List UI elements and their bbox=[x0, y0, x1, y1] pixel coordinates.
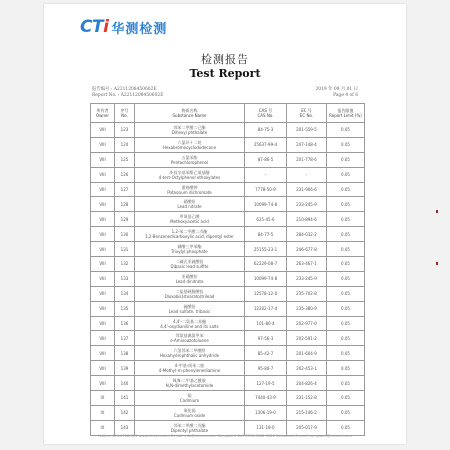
report-date-block bbox=[316, 87, 359, 99]
table-row bbox=[91, 137, 365, 152]
substance-name-cell: N,N-二甲基乙酰胺 N,N-dimethylacetamide bbox=[135, 376, 245, 391]
number-cell: 132 bbox=[115, 257, 135, 272]
owner-cell: VIII bbox=[91, 167, 115, 182]
ec-number-cell: 231-906-6 bbox=[287, 182, 327, 197]
ec-number-cell: 202-453-1 bbox=[287, 361, 327, 376]
table-row bbox=[91, 361, 365, 376]
substance-name-cell: 磷酸三甲苯酯 Trixylyl phosphate bbox=[135, 242, 245, 257]
owner-cell: IX bbox=[91, 391, 115, 406]
report-no-label-cn: 报告编号 bbox=[92, 87, 110, 92]
owner-cell: VIII bbox=[91, 227, 115, 242]
table-row bbox=[91, 286, 365, 301]
report-limit-cell: 0.05 bbox=[327, 316, 365, 331]
ec-number-cell: 263-467-1 bbox=[287, 257, 327, 272]
owner-cell: VIII bbox=[91, 212, 115, 227]
report-title-en: Test Report bbox=[189, 67, 261, 80]
cas-number-cell: 62229-08-7 bbox=[245, 257, 287, 272]
ec-number-cell: 215-146-2 bbox=[287, 405, 327, 420]
ec-number-cell: 201-559-5 bbox=[287, 123, 327, 138]
owner-cell: VIII bbox=[91, 242, 115, 257]
report-page bbox=[44, 4, 406, 444]
report-limit-cell: 0.05 bbox=[327, 167, 365, 182]
ec-number-cell: 235-380-9 bbox=[287, 301, 327, 316]
table-row bbox=[91, 167, 365, 182]
cas-number-cell: 12202-17-4 bbox=[245, 301, 287, 316]
number-cell: 143 bbox=[115, 420, 135, 435]
substance-name-cell: 氧化镉 Cadmium oxide bbox=[135, 405, 245, 420]
number-cell: 142 bbox=[115, 405, 135, 420]
table-row bbox=[91, 271, 365, 286]
report-limit-cell: 0.05 bbox=[327, 331, 365, 346]
cas-number-cell: 25637-99-4 bbox=[245, 137, 287, 152]
cas-number-cell: 101-80-4 bbox=[245, 316, 287, 331]
report-limit-cell: 0.05 bbox=[327, 346, 365, 361]
report-limit-cell: 0.05 bbox=[327, 212, 365, 227]
table-row bbox=[91, 257, 365, 272]
cas-number-cell: 85-42-7 bbox=[245, 346, 287, 361]
substance-name-cell: 五氯苯酚 Pentachlorophenol bbox=[135, 152, 245, 167]
report-limit-cell: 0.05 bbox=[327, 361, 365, 376]
number-cell: 126 bbox=[115, 167, 135, 182]
header-cas-no: CAS 号 CAS No. bbox=[245, 104, 287, 123]
edge-mark bbox=[436, 210, 438, 213]
substance-name-cell: 二盐基硬脂酸铅 Dioxobis(stearato)trilead bbox=[135, 286, 245, 301]
owner-cell: VIII bbox=[91, 376, 115, 391]
ec-number-cell: 201-604-9 bbox=[287, 346, 327, 361]
report-limit-cell: 0.05 bbox=[327, 391, 365, 406]
cas-number-cell: 12578-12-0 bbox=[245, 286, 287, 301]
substance-name-cell: 邻苯二甲酸二己酯 Dihexyl phthalate bbox=[135, 123, 245, 138]
report-no-value-en: A2211208450602E bbox=[120, 93, 164, 98]
owner-cell: VIII bbox=[91, 316, 115, 331]
owner-cell: VIII bbox=[91, 361, 115, 376]
ec-number-cell: 246-677-8 bbox=[287, 242, 327, 257]
ec-number-cell: 201-778-6 bbox=[287, 152, 327, 167]
substance-name-cell: 硝酸铅 Lead nitrate bbox=[135, 197, 245, 212]
table-row bbox=[91, 376, 365, 391]
table-header-row bbox=[91, 104, 365, 123]
table-row bbox=[91, 346, 365, 361]
report-limit-cell: 0.05 bbox=[327, 286, 365, 301]
page-indicator: Page 4 of 6 bbox=[333, 93, 358, 98]
substance-name-cell: 六氢邻苯二甲酸酐 Hexahydrophthalic anhydride bbox=[135, 346, 245, 361]
number-cell: 139 bbox=[115, 361, 135, 376]
ec-number-cell: - bbox=[287, 167, 327, 182]
ec-number-cell: 247-148-4 bbox=[287, 137, 327, 152]
number-cell: 140 bbox=[115, 376, 135, 391]
number-cell: 130 bbox=[115, 227, 135, 242]
cas-number-cell: 95-80-7 bbox=[245, 361, 287, 376]
number-cell: 123 bbox=[115, 123, 135, 138]
substance-name-cell: 硫酸铅 Lead sulfate, tribasic bbox=[135, 301, 245, 316]
header-owner: 所有者 Owner bbox=[91, 104, 115, 123]
substance-name-cell: 六氯环十二烷 Hexabromocyclododecane bbox=[135, 137, 245, 152]
report-limit-cell: 0.05 bbox=[327, 197, 365, 212]
table-row bbox=[91, 331, 365, 346]
number-cell: 136 bbox=[115, 316, 135, 331]
ec-number-cell: 210-894-6 bbox=[287, 212, 327, 227]
header-no: 序号 No. bbox=[115, 104, 135, 123]
table-row bbox=[91, 242, 365, 257]
number-cell: 134 bbox=[115, 286, 135, 301]
ec-number-cell: 205-017-9 bbox=[287, 420, 327, 435]
substance-table bbox=[90, 103, 365, 436]
report-limit-cell: 0.05 bbox=[327, 271, 365, 286]
report-limit-cell: 0.05 bbox=[327, 123, 365, 138]
ec-number-cell: 202-591-2 bbox=[287, 331, 327, 346]
owner-cell: VIII bbox=[91, 137, 115, 152]
company-name-cn: 华测检测 bbox=[111, 21, 168, 37]
cas-number-cell: 10099-74-8 bbox=[245, 197, 287, 212]
number-cell: 125 bbox=[115, 152, 135, 167]
report-limit-cell: 0.05 bbox=[327, 257, 365, 272]
report-no-value: A2211208450602E bbox=[113, 87, 157, 92]
cas-number-cell: 84-77-5 bbox=[245, 227, 287, 242]
cas-number-cell: 625-45-6 bbox=[245, 212, 287, 227]
table-row bbox=[91, 182, 365, 197]
substance-name-cell: 镉 Cadmium bbox=[135, 391, 245, 406]
number-cell: 129 bbox=[115, 212, 135, 227]
ec-number-cell: 233-245-9 bbox=[287, 197, 327, 212]
number-cell: 133 bbox=[115, 271, 135, 286]
cti-logo bbox=[80, 17, 167, 37]
report-limit-cell: 0.05 bbox=[327, 182, 365, 197]
header-substance-name: 物质名称 Substance Name bbox=[135, 104, 245, 123]
table-row bbox=[91, 391, 365, 406]
ec-number-cell: 284-032-2 bbox=[287, 227, 327, 242]
cas-number-cell: 1306-19-0 bbox=[245, 405, 287, 420]
cas-number-cell: 25155-23-1 bbox=[245, 242, 287, 257]
owner-cell: IX bbox=[91, 405, 115, 420]
report-limit-cell: 0.05 bbox=[327, 301, 365, 316]
number-cell: 128 bbox=[115, 197, 135, 212]
substance-name-cell: 亚硝酸铅 Lead dinitrate bbox=[135, 271, 245, 286]
table-row bbox=[91, 420, 365, 435]
header-ec-no: EC 号 EC No. bbox=[287, 104, 327, 123]
substance-name-cell: 邻苯二甲酸二戊酯 Dipentyl phthalate bbox=[135, 420, 245, 435]
table-row bbox=[91, 123, 365, 138]
substance-name-cell: 4-叔辛基苯酚乙氧基醚 4-tert-Octylphenol ethoxylates bbox=[135, 167, 245, 182]
table-row bbox=[91, 197, 365, 212]
table-row bbox=[91, 212, 365, 227]
owner-cell: IX bbox=[91, 420, 115, 435]
footer-contact: Hotline 400-6788-333 www.cti-cert.com E-mail: info@cti-cert.com Complaint Call 0755-3368 3666 Complaint E-mail: complaint@cti-cert.com bbox=[97, 434, 353, 438]
substance-name-cell: 邻氨基偶氮甲苯 o-Aminoazotoluene bbox=[135, 331, 245, 346]
substance-name-cell: 1,2-苯二甲酸二戊酯 1,2-Benzenedicarboxylic acid, dipentyl ester bbox=[135, 227, 245, 242]
ec-number-cell: 231-152-8 bbox=[287, 391, 327, 406]
report-no-label-en: Report No. bbox=[92, 93, 117, 98]
owner-cell: VIII bbox=[91, 301, 115, 316]
owner-cell: VIII bbox=[91, 197, 115, 212]
cas-number-cell: 97-56-3 bbox=[245, 331, 287, 346]
report-date: 2019 年 09 月 01 日 bbox=[315, 87, 358, 92]
owner-cell: VIII bbox=[91, 182, 115, 197]
substance-name-cell: 二碱式亚硫酸铅 Dibasic lead sulfite bbox=[135, 257, 245, 272]
ec-number-cell: 202-977-0 bbox=[287, 316, 327, 331]
ec-number-cell: 235-702-8 bbox=[287, 286, 327, 301]
report-limit-cell: 0.05 bbox=[327, 152, 365, 167]
substance-name-cell: 4-甲基-间苯二胺 4-Methyl-m-phenylenediamine bbox=[135, 361, 245, 376]
number-cell: 131 bbox=[115, 242, 135, 257]
number-cell: 138 bbox=[115, 346, 135, 361]
cas-number-cell: - bbox=[245, 167, 287, 182]
substance-name-cell: 4,4'-二氨基二苯醚 4,4'-oxydianiline and its salts bbox=[135, 316, 245, 331]
report-number-block: 报告编号 : A2211208450602E Report No. : A2211208450602E bbox=[92, 87, 164, 98]
owner-cell: VIII bbox=[91, 123, 115, 138]
report-limit-cell: 0.05 bbox=[327, 376, 365, 391]
edge-mark bbox=[436, 262, 438, 265]
table-row bbox=[91, 405, 365, 420]
report-title-cn: 检测报告 bbox=[201, 53, 249, 66]
table-row bbox=[91, 301, 365, 316]
number-cell: 124 bbox=[115, 137, 135, 152]
cas-number-cell: 84-75-3 bbox=[245, 123, 287, 138]
number-cell: 141 bbox=[115, 391, 135, 406]
substance-name-cell: 重铬酸钾 Potassium dichromate bbox=[135, 182, 245, 197]
report-limit-cell: 0.05 bbox=[327, 227, 365, 242]
cas-number-cell: 7778-50-9 bbox=[245, 182, 287, 197]
cas-number-cell: 127-19-5 bbox=[245, 376, 287, 391]
owner-cell: VIII bbox=[91, 346, 115, 361]
number-cell: 135 bbox=[115, 301, 135, 316]
cas-number-cell: 10099-74-8 bbox=[245, 271, 287, 286]
cas-number-cell: 131-18-0 bbox=[245, 420, 287, 435]
table-row bbox=[91, 316, 365, 331]
owner-cell: VIII bbox=[91, 257, 115, 272]
cti-logo-mark: CTi bbox=[80, 17, 109, 37]
ec-number-cell: 204-826-4 bbox=[287, 376, 327, 391]
report-limit-cell: 0.05 bbox=[327, 242, 365, 257]
ec-number-cell: 233-245-9 bbox=[287, 271, 327, 286]
owner-cell: VIII bbox=[91, 152, 115, 167]
report-limit-cell: 0.05 bbox=[327, 137, 365, 152]
owner-cell: VIII bbox=[91, 286, 115, 301]
cas-number-cell: 7440-43-9 bbox=[245, 391, 287, 406]
number-cell: 127 bbox=[115, 182, 135, 197]
cas-number-cell: 87-86-5 bbox=[245, 152, 287, 167]
report-limit-cell: 0.05 bbox=[327, 420, 365, 435]
report-limit-cell: 0.05 bbox=[327, 405, 365, 420]
owner-cell: VIII bbox=[91, 331, 115, 346]
owner-cell: VIII bbox=[91, 271, 115, 286]
header-report-limit: 报告限值 Report Limit (%) bbox=[327, 104, 365, 123]
number-cell: 137 bbox=[115, 331, 135, 346]
substance-name-cell: 甲氧基乙酸 Methoxyacetic acid bbox=[135, 212, 245, 227]
table-row bbox=[91, 227, 365, 242]
table-row bbox=[91, 152, 365, 167]
